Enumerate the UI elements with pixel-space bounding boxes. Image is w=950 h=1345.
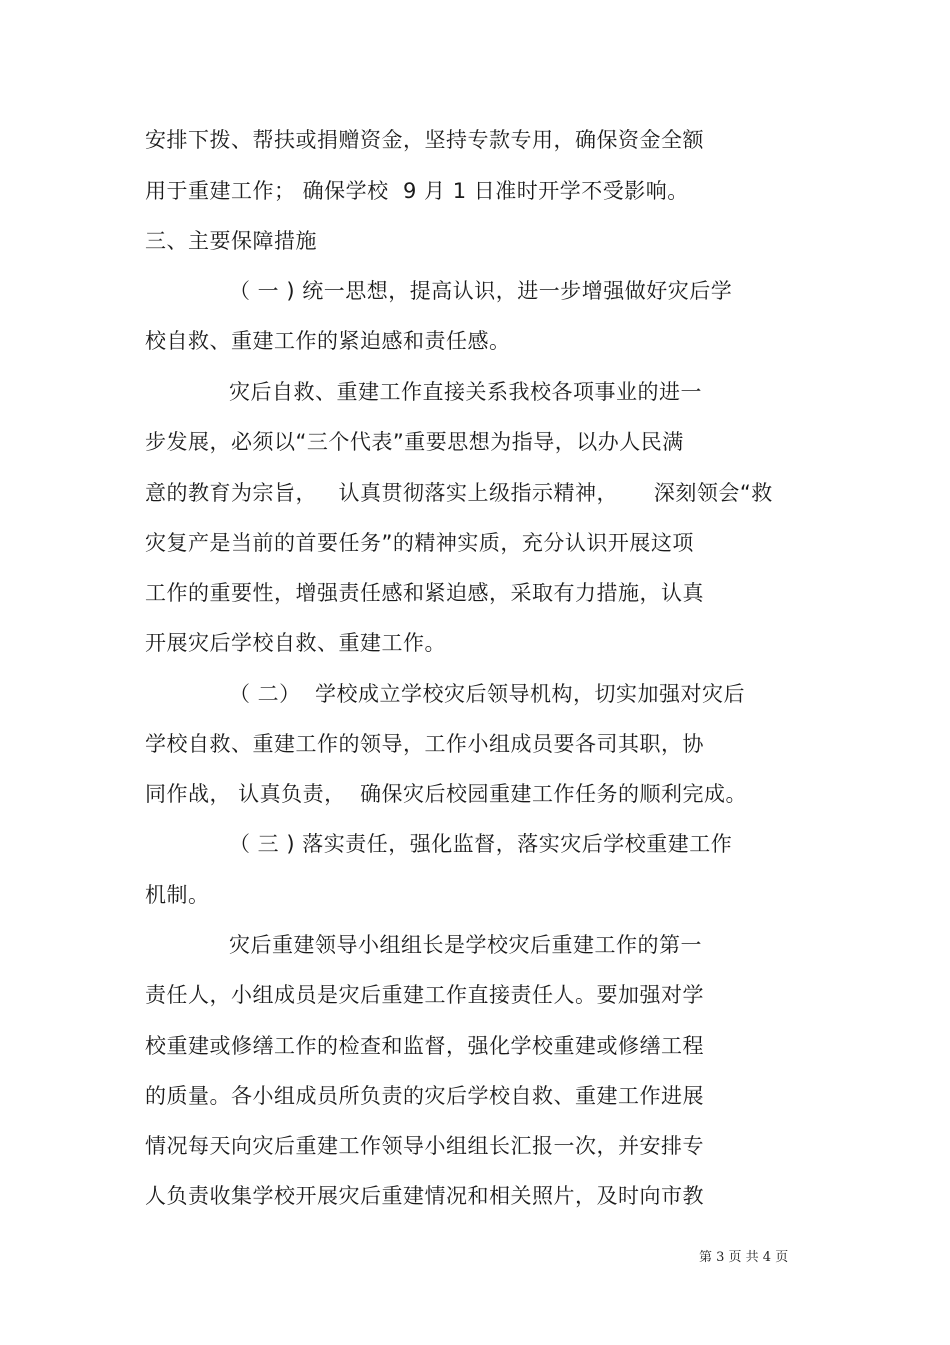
paragraph-start-1: 灾后自救、重建工作直接关系我校各项事业的进一 (229, 380, 702, 404)
page-number: 第 3 页 共 4 页 (699, 1250, 789, 1265)
body-line-16: 机制。 (145, 883, 210, 907)
body-line-11: 开展灾后学校自救、重建工作。 (145, 631, 446, 655)
body-line-19: 校重建或修缮工作的检查和监督，强化学校重建或修缮工程 (145, 1034, 704, 1058)
subsection-heading-3: （ 三 ) 落实责任，强化监督，落实灾后学校重建工作 (229, 832, 733, 856)
body-line-20: 的质量。各小组成员所负责的灾后学校自救、重建工作进展 (145, 1084, 704, 1108)
body-line-10: 工作的重要性，增强责任感和紧迫感，采取有力措施，认真 (145, 581, 704, 605)
body-line-2: 用于重建工作； 确保学校 9 月 1 日准时开学不受影响。 (145, 179, 689, 203)
subsection-heading-2: （ 二） 学校成立学校灾后领导机构，切实加强对灾后 (229, 682, 746, 706)
paragraph-start-2: 灾后重建领导小组组长是学校灾后重建工作的第一 (229, 933, 702, 957)
body-line-9: 灾复产是当前的首要任务”的精神实质，充分认识开展这项 (145, 531, 694, 555)
body-line-22: 人负责收集学校开展灾后重建情况和相关照片，及时向市教 (145, 1184, 704, 1208)
body-line-21: 情况每天向灾后重建工作领导小组组长汇报一次，并安排专 (145, 1134, 704, 1158)
body-line-14: 同作战， 认真负责， 确保灾后校园重建工作任务的顺利完成。 (145, 782, 748, 806)
body-line-7: 步发展，必须以“三个代表”重要思想为指导，以办人民满 (145, 430, 684, 454)
section-heading: 三、主要保障措施 (145, 229, 317, 253)
body-line-13: 学校自救、重建工作的领导，工作小组成员要各司其职，协 (145, 732, 704, 756)
subsection-heading-1: （ 一 ) 统一思想，提高认识，进一步增强做好灾后学 (229, 279, 733, 303)
body-line-18: 责任人，小组成员是灾后重建工作直接责任人。要加强对学 (145, 983, 704, 1007)
body-line-1: 安排下拨、帮扶或捐赠资金，坚持专款专用，确保资金全额 (145, 128, 704, 152)
body-line-5: 校自救、重建工作的紧迫感和责任感。 (145, 329, 511, 353)
body-line-8: 意的教育为宗旨， 认真贯彻落实上级指示精神， 深刻领会“救 (145, 481, 773, 505)
